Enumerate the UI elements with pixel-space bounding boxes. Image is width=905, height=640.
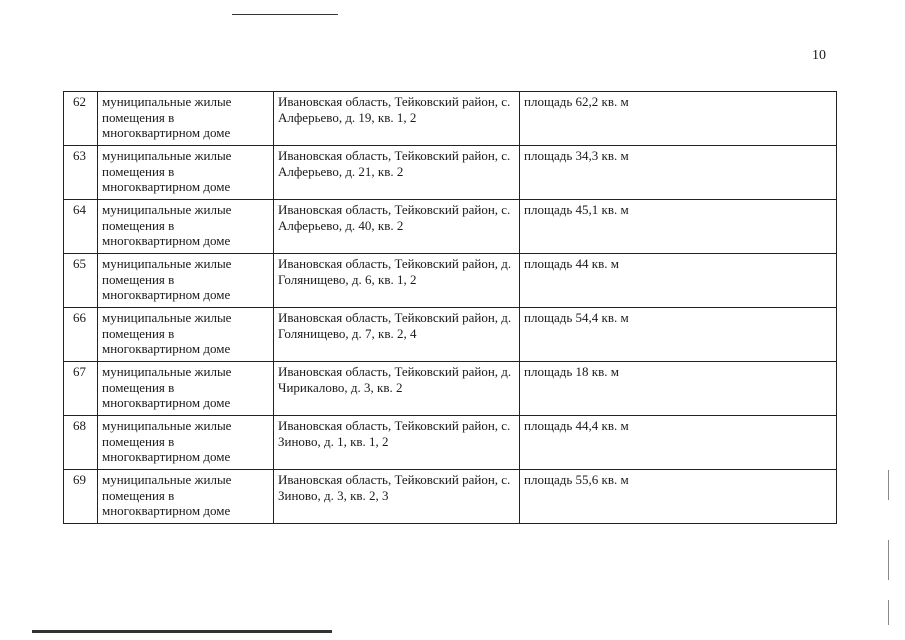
row-number: 67 (64, 362, 98, 416)
header-rule (232, 14, 338, 15)
page-number: 10 (812, 48, 826, 63)
property-characteristic: площадь 34,3 кв. м (520, 146, 837, 200)
table-row (64, 470, 837, 524)
table-row (64, 308, 837, 362)
table-row (64, 362, 837, 416)
property-type: муниципальные жилые помещения в многоквартирном доме (98, 254, 274, 308)
property-characteristic: площадь 44,4 кв. м (520, 416, 837, 470)
scan-artifact (888, 540, 889, 580)
row-number: 69 (64, 470, 98, 524)
property-type: муниципальные жилые помещения в многоквартирном доме (98, 200, 274, 254)
table-row (64, 200, 837, 254)
property-characteristic: площадь 44 кв. м (520, 254, 837, 308)
property-address: Ивановская область, Тейковский район, с. Алферьево, д. 21, кв. 2 (274, 146, 520, 200)
row-number: 68 (64, 416, 98, 470)
scan-edge-rule (32, 630, 332, 633)
property-table (63, 91, 837, 524)
property-address: Ивановская область, Тейковский район, с. Зиново, д. 1, кв. 1, 2 (274, 416, 520, 470)
property-address: Ивановская область, Тейковский район, д. Голянищево, д. 6, кв. 1, 2 (274, 254, 520, 308)
property-type: муниципальные жилые помещения в многоквартирном доме (98, 308, 274, 362)
property-address: Ивановская область, Тейковский район, д. Голянищево, д. 7, кв. 2, 4 (274, 308, 520, 362)
property-type: муниципальные жилые помещения в многоквартирном доме (98, 416, 274, 470)
property-type: муниципальные жилые помещения в многоквартирном доме (98, 470, 274, 524)
property-characteristic: площадь 54,4 кв. м (520, 308, 837, 362)
property-characteristic: площадь 62,2 кв. м (520, 92, 837, 146)
scan-artifact (888, 470, 889, 500)
property-address: Ивановская область, Тейковский район, д. Чирикалово, д. 3, кв. 2 (274, 362, 520, 416)
scan-artifact (888, 600, 889, 625)
property-address: Ивановская область, Тейковский район, с. Зиново, д. 3, кв. 2, 3 (274, 470, 520, 524)
row-number: 66 (64, 308, 98, 362)
property-characteristic: площадь 45,1 кв. м (520, 200, 837, 254)
table-row (64, 254, 837, 308)
row-number: 65 (64, 254, 98, 308)
row-number: 64 (64, 200, 98, 254)
property-type: муниципальные жилые помещения в многоквартирном доме (98, 146, 274, 200)
table-row (64, 416, 837, 470)
table-row (64, 92, 837, 146)
property-type: муниципальные жилые помещения в многоквартирном доме (98, 362, 274, 416)
property-address: Ивановская область, Тейковский район, с. Алферьево, д. 40, кв. 2 (274, 200, 520, 254)
property-type: муниципальные жилые помещения в многоквартирном доме (98, 92, 274, 146)
table-row (64, 146, 837, 200)
row-number: 62 (64, 92, 98, 146)
property-characteristic: площадь 18 кв. м (520, 362, 837, 416)
property-address: Ивановская область, Тейковский район, с. Алферьево, д. 19, кв. 1, 2 (274, 92, 520, 146)
row-number: 63 (64, 146, 98, 200)
property-characteristic: площадь 55,6 кв. м (520, 470, 837, 524)
